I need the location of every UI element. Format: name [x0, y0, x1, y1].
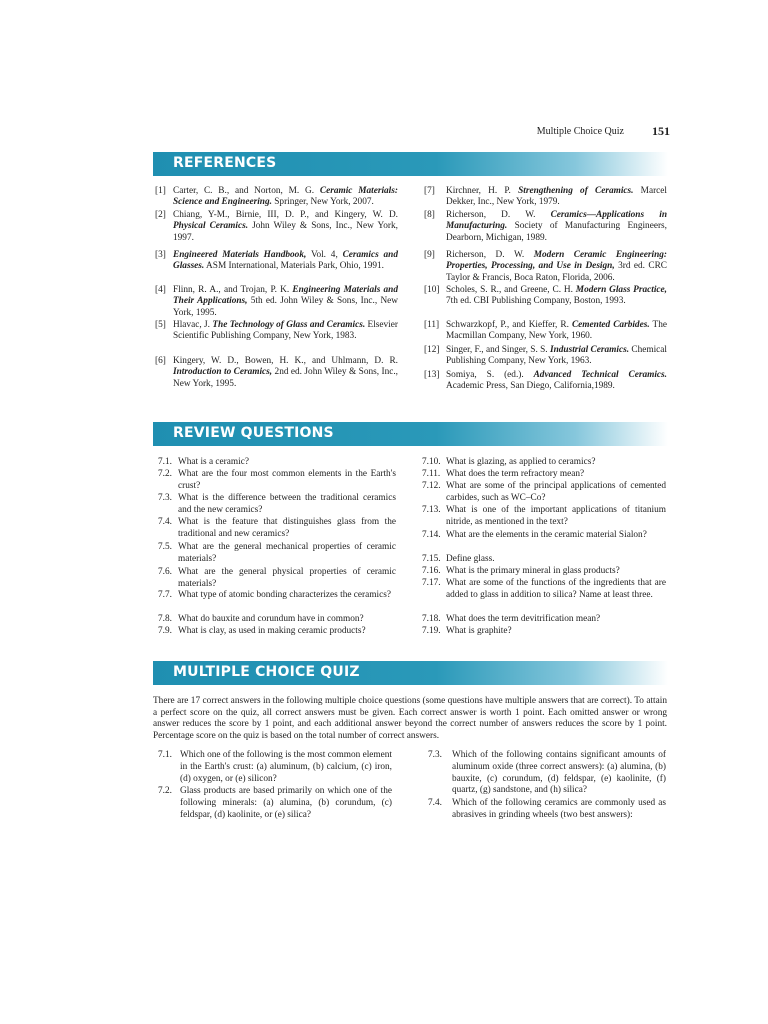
review-question: 7.4. What is the feature that distinguishes glass from the traditional and new ceramics? [158, 517, 396, 539]
quiz-instructions: There are 17 correct answers in the following multiple choice questions (some questions have multiple answers that are correct). To attain a perfect score on the quiz, all correct answers must be given. Each correct answer is worth 1 point. Each omitted answer or wrong answer reduces the score by 1 point, and each additional answer beyond the correct number of answers reduces the score by 1 point. Percentage score on the quiz is based on the total number of correct answers. [153, 696, 667, 742]
review-question: 7.3. What is the difference between the traditional ceramics and the new ceramics? [158, 493, 396, 515]
review-question: 7.16. What is the primary mineral in glass products? [422, 566, 620, 576]
reference-item: [2] Chiang, Y-M., Birnie, III, D. P., and Kingery, W. D. Physical Ceramics. John Wiley & Sons, Inc., New York, 1997. [155, 210, 398, 243]
reference-item: [9] Richerson, D. W. Modern Ceramic Engineering: Properties, Processing, and Use in Design, 3rd ed. CRC Taylor & Francis, Boca Raton, Florida, 2006. [424, 250, 668, 283]
review-questions-heading: REVIEW QUESTIONS [173, 425, 334, 441]
reference-item: [1] Carter, C. B., and Norton, M. G. Ceramic Materials: Science and Engineering. Springer, New York, 2007. [155, 186, 398, 208]
review-question: 7.15. Define glass. [422, 554, 495, 564]
review-question: 7.10. What is glazing, as applied to ceramics? [422, 457, 596, 467]
reference-item: [13] Somiya, S. (ed.). Advanced Technical Ceramics. Academic Press, San Diego, California,1989. [424, 370, 667, 392]
review-question: 7.9. What is clay, as used in making ceramic products? [158, 626, 366, 636]
reference-item: [3] Engineered Materials Handbook, Vol. 4, Ceramics and Glasses. ASM International, Materials Park, Ohio, 1991. [155, 250, 398, 272]
reference-item: [11] Schwarzkopf, P., and Kieffer, R. Cemented Carbides. The Macmillan Company, New York, 1960. [424, 320, 667, 342]
review-question: 7.11. What does the term refractory mean? [422, 469, 585, 479]
review-question: 7.1. What is a ceramic? [158, 457, 249, 467]
review-question: 7.19. What is graphite? [422, 626, 512, 636]
page-number: 151 [652, 124, 670, 138]
quiz-question: 7.1. Which one of the following is the most common element in the Earth's crust: (a) aluminum, (b) calcium, (c) iron, (d) oxygen, or (e) silicon? [158, 750, 392, 784]
reference-item: [10] Scholes, S. R., and Greene, C. H. Modern Glass Practice, 7th ed. CBI Publishing Company, Boston, 1993. [424, 285, 667, 307]
review-question: 7.2. What are the four most common elements in the Earth's crust? [158, 469, 396, 491]
review-question: 7.12. What are some of the principal applications of cemented carbides, such as WC–Co? [422, 481, 666, 503]
reference-item: [7] Kirchner, H. P. Strengthening of Ceramics. Marcel Dekker, Inc., New York, 1979. [424, 186, 668, 208]
review-question: 7.13. What is one of the important applications of titanium nitride, as mentioned in the text? [422, 505, 666, 527]
reference-item: [4] Flinn, R. A., and Trojan, P. K. Engineering Materials and Their Applications, 5th ed. John Wiley & Sons, Inc., New York, 1995. [155, 285, 398, 318]
reference-item: [12] Singer, F., and Singer, S. S. Industrial Ceramics. Chemical Publishing Company, New York, 1963. [424, 345, 667, 367]
review-question: 7.7. What type of atomic bonding characterizes the ceramics? [158, 590, 391, 600]
review-questions-banner [153, 422, 668, 446]
review-question: 7.14. What are the elements in the ceramic material Sialon? [422, 530, 647, 540]
review-question: 7.8. What do bauxite and corundum have in common? [158, 614, 364, 624]
quiz-question: 7.3. Which of the following contains significant amounts of aluminum oxide (three correct answers): (a) alumina, (b) bauxite, (c) corundum, (d) feldspar, (e) kaolinite, (f) quartz, (g) sandstone, and (h) silica? [428, 750, 666, 796]
references-banner [153, 152, 668, 176]
quiz-question: 7.2. Glass products are based primarily on which one of the following minerals: (a) alumina, (b) corundum, (c) feldspar, (d) kaolinite, or (e) silica? [158, 786, 392, 820]
reference-item: [5] Hlavac, J. The Technology of Glass and Ceramics. Elsevier Scientific Publishing Company, New York, 1983. [155, 320, 398, 342]
quiz-question: 7.4. Which of the following ceramics are commonly used as abrasives in grinding wheels (two best answers): [428, 798, 666, 820]
reference-item: [8] Richerson, D. W. Ceramics—Applications in Manufacturing. Society of Manufacturing Engineers, Dearborn, Michigan, 1989. [424, 210, 667, 243]
review-question: 7.17. What are some of the functions of the ingredients that are added to glass in addition to silica? Name at least three. [422, 578, 666, 600]
multiple-choice-quiz-banner [153, 661, 668, 685]
running-head-title: Multiple Choice Quiz [536, 126, 624, 137]
running-head [150, 124, 670, 140]
review-question: 7.18. What does the term devitrification mean? [422, 614, 601, 624]
multiple-choice-quiz-heading: MULTIPLE CHOICE QUIZ [173, 664, 360, 680]
review-question: 7.5. What are the general mechanical properties of ceramic materials? [158, 542, 396, 564]
review-question: 7.6. What are the general physical properties of ceramic materials? [158, 567, 396, 589]
reference-item: [6] Kingery, W. D., Bowen, H. K., and Uhlmann, D. R. Introduction to Ceramics, 2nd ed. John Wiley & Sons, Inc., New York, 1995. [155, 356, 398, 389]
references-heading: REFERENCES [173, 155, 277, 171]
